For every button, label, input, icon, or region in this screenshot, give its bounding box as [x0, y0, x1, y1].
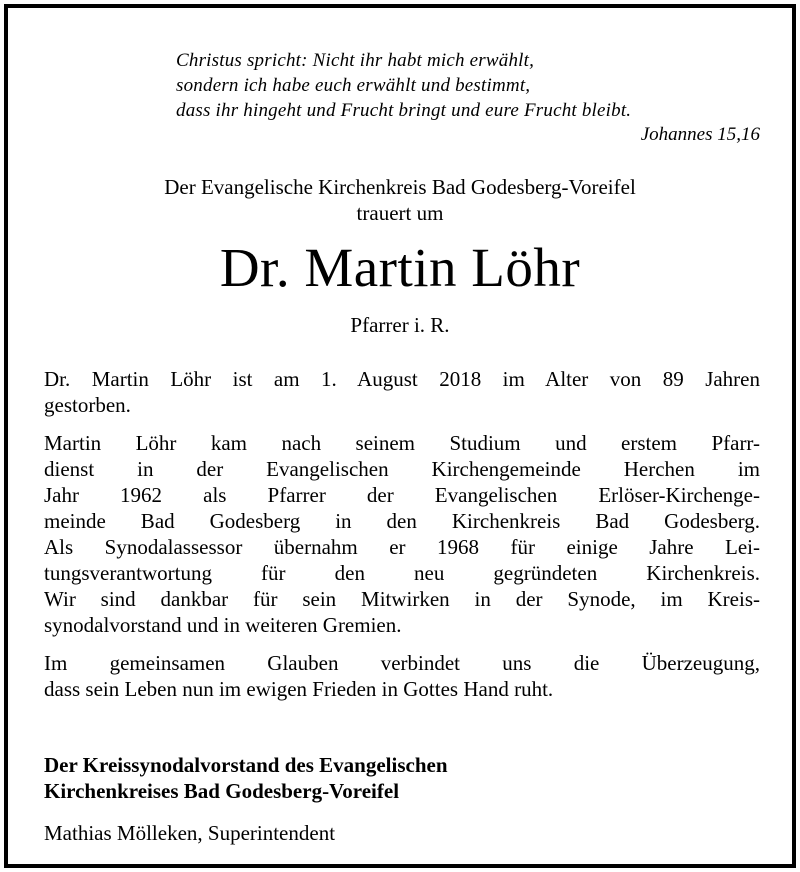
obituary-frame	[4, 4, 796, 868]
body-line: tungsverantwortung für den neu gegründeten Kirchenkreis.	[44, 561, 760, 585]
body-line: synodalvorstand und in weiteren Gremien.	[44, 613, 402, 637]
body-line: gestorben.	[44, 393, 131, 417]
body-line: Martin Löhr kam nach seinem Studium und erstem Pfarr-	[44, 431, 760, 455]
intro-line: trauert um	[356, 201, 444, 225]
body-line: meinde Bad Godesberg in den Kirchenkreis Bad Godesberg.	[44, 509, 760, 533]
intro-text	[8, 174, 792, 226]
signers	[44, 752, 760, 804]
obituary-body	[44, 366, 760, 714]
verse-line: Christus spricht: Nicht ihr habt mich erwählt,	[176, 50, 535, 71]
deceased-name: Dr. Martin Löhr	[219, 237, 581, 298]
body-line: dienst in der Evangelischen Kirchengemeinde Herchen im	[44, 457, 760, 481]
paragraph	[44, 430, 760, 638]
paragraph	[44, 366, 760, 418]
signature: Mathias Mölleken, Superintendent	[44, 821, 336, 845]
body-line: Jahr 1962 als Pfarrer der Evangelischen Erlöser-Kirchenge-	[44, 483, 760, 507]
body-line: Dr. Martin Löhr ist am 1. August 2018 im Alter von 89 Jahren	[44, 367, 760, 391]
body-line: Im gemeinsamen Glauben verbindet uns die Überzeugung,	[44, 651, 760, 675]
body-line: dass sein Leben nun im ewigen Frieden in Gottes Hand ruht.	[44, 677, 554, 701]
body-line: Wir sind dankbar für sein Mitwirken in der Synode, im Kreis-	[44, 587, 760, 611]
signer-line: Der Kreissynodalvorstand des Evangelischen	[44, 753, 448, 777]
verse-line: dass ihr hingeht und Frucht bringt und eure Frucht bleibt.	[176, 100, 632, 121]
verse-source: Johannes 15,16	[640, 124, 760, 145]
verse-line: sondern ich habe euch erwählt und bestimmt,	[176, 75, 531, 96]
deceased-title: Pfarrer i. R.	[350, 313, 450, 337]
bible-verse	[176, 48, 760, 123]
intro-line: Der Evangelische Kirchenkreis Bad Godesberg-Voreifel	[164, 175, 636, 199]
signer-line: Kirchenkreises Bad Godesberg-Voreifel	[44, 779, 400, 803]
paragraph	[44, 650, 760, 702]
body-line: Als Synodalassessor übernahm er 1968 für einige Jahre Lei-	[44, 535, 760, 559]
